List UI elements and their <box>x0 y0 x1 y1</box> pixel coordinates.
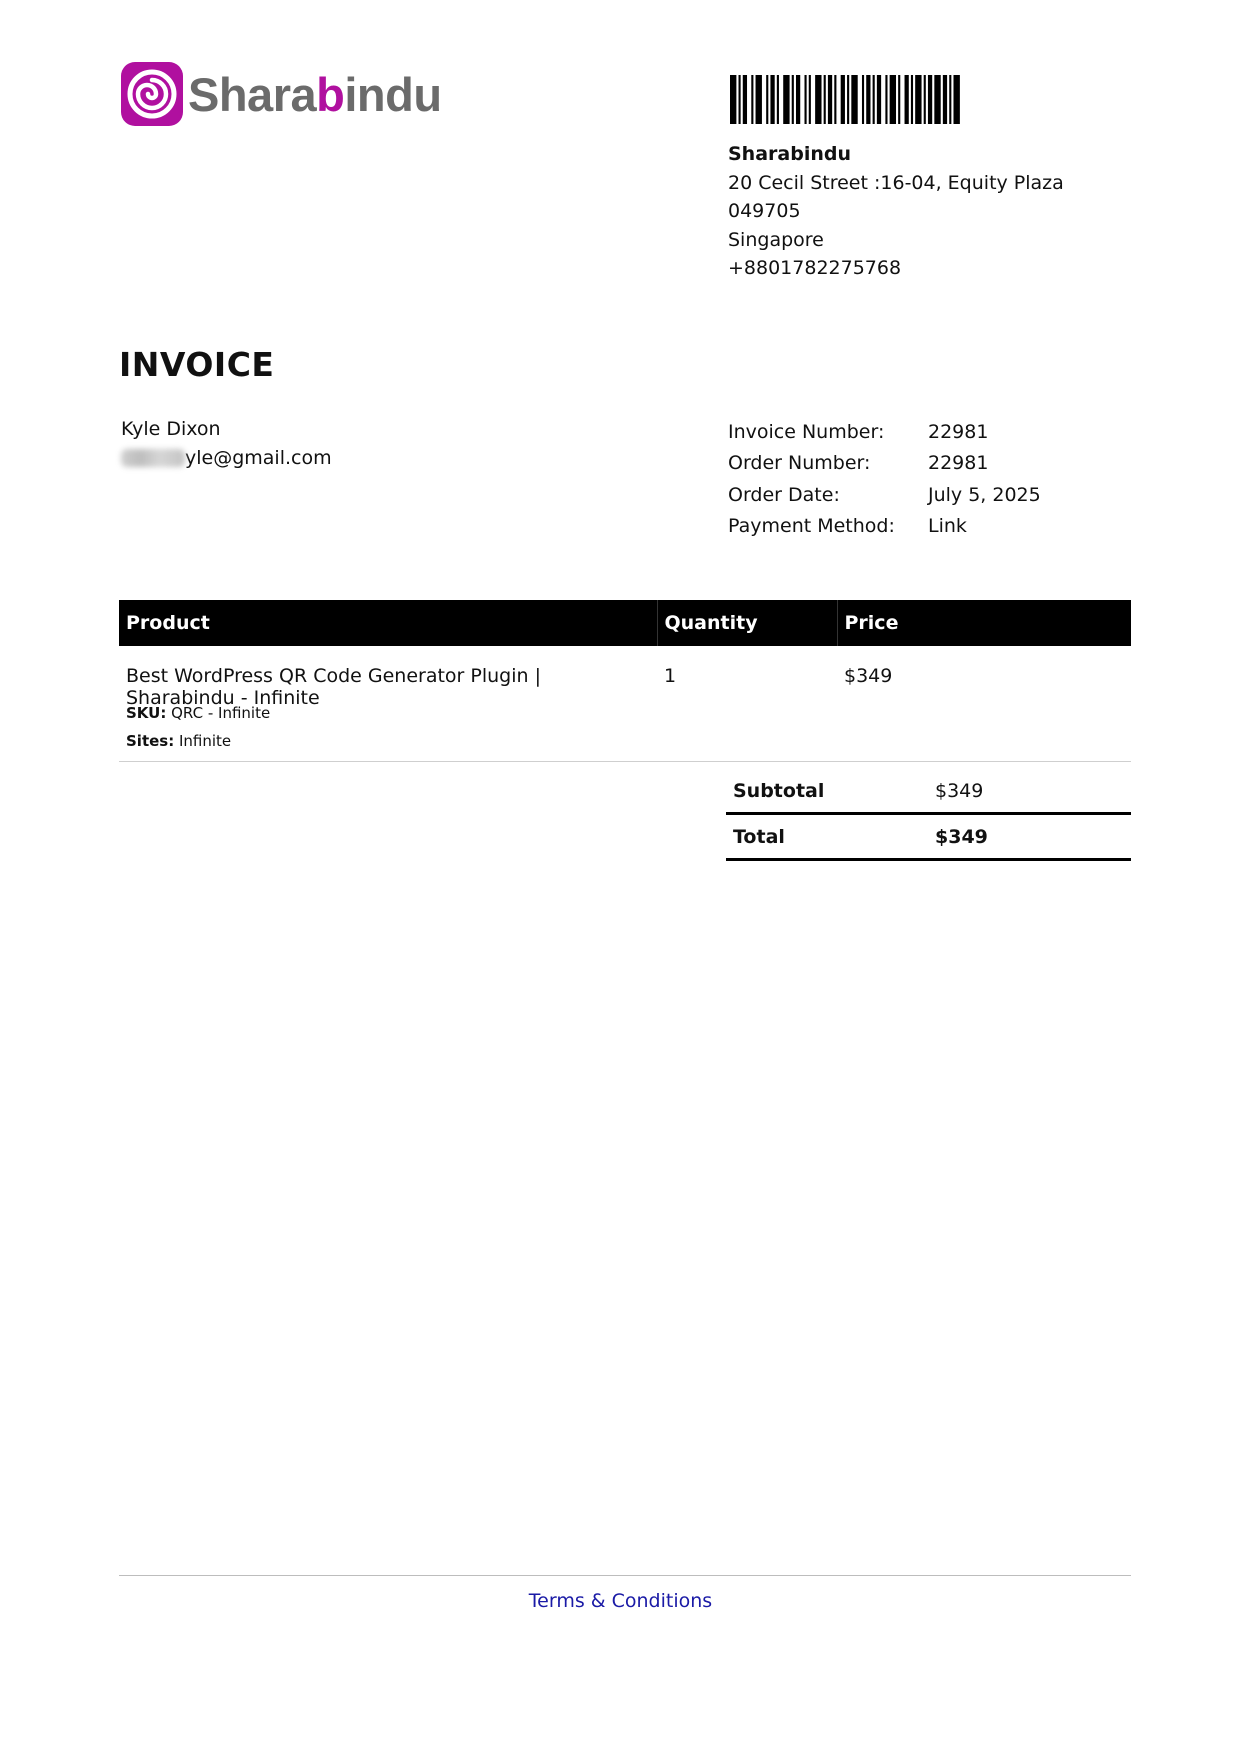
barcode-bar <box>915 75 921 124</box>
barcode-bar <box>792 75 794 124</box>
barcode-bar <box>862 75 864 124</box>
barcode-bar <box>911 75 913 124</box>
product-sites <box>126 727 650 755</box>
barcode-bar <box>885 75 887 124</box>
row-divider <box>119 755 1131 762</box>
billing-address <box>121 415 332 472</box>
barcode-bar <box>953 75 959 124</box>
footer-divider <box>119 1575 1131 1576</box>
product-price: $349 <box>844 665 893 687</box>
barcode-bar <box>866 75 870 124</box>
total-value: $349 <box>928 814 1131 860</box>
barcode-bar <box>841 75 845 124</box>
barcode-bar <box>824 75 826 124</box>
subtotal-label: Subtotal <box>726 769 928 814</box>
barcode-bar <box>770 75 774 124</box>
barcode-bar <box>783 75 789 124</box>
barcode-bar <box>804 75 806 124</box>
header-price: Price <box>837 600 1131 646</box>
spiral-logo-icon <box>120 60 184 128</box>
logo-wordmark: Sharabindu <box>188 67 442 121</box>
sites-label: Sites: <box>126 732 175 750</box>
customer-email-text: yle@gmail.com <box>185 446 332 469</box>
barcode-bar <box>934 75 940 124</box>
page-title: INVOICE <box>119 345 275 384</box>
barcode-bar <box>730 75 736 124</box>
barcode-bar <box>847 75 849 124</box>
totals-table <box>726 769 1131 861</box>
customer-email <box>121 444 332 473</box>
barcode-bar <box>777 75 779 124</box>
barcode-bar <box>796 75 800 124</box>
meta-value: July 5, 2025 <box>928 483 1041 506</box>
order-number-row <box>728 448 1041 480</box>
payment-method-row <box>728 511 1041 543</box>
order-date-row <box>728 479 1041 511</box>
barcode-bar <box>943 75 947 124</box>
meta-label: Order Number: <box>728 452 871 475</box>
barcode-bar <box>851 75 857 124</box>
company-address <box>728 140 1064 283</box>
barcode-bar <box>828 75 832 124</box>
barcode-bar <box>766 75 768 124</box>
barcode-bar <box>809 75 811 124</box>
header-quantity: Quantity <box>657 600 837 646</box>
terms-conditions-link[interactable]: Terms & Conditions <box>528 1590 713 1612</box>
barcode-bar <box>924 75 926 124</box>
sites-value: Infinite <box>179 732 232 750</box>
barcode-bar <box>877 75 881 124</box>
product-quantity: 1 <box>664 665 677 687</box>
product-cell <box>119 646 657 755</box>
company-phone: +8801782275768 <box>728 257 902 279</box>
barcode-bar <box>751 75 753 124</box>
barcode-bar <box>743 75 747 124</box>
meta-value: 22981 <box>928 452 989 475</box>
redacted-email-part <box>121 449 185 467</box>
table-header-row <box>119 600 1131 646</box>
invoice-details <box>728 416 1041 542</box>
meta-label: Order Date: <box>728 483 840 506</box>
sku-value: QRC - Infinite <box>171 704 271 722</box>
meta-label: Invoice Number: <box>728 420 885 443</box>
barcode-bar <box>898 75 900 124</box>
total-label: Total <box>726 814 928 860</box>
company-logo <box>120 58 442 130</box>
company-name: Sharabindu <box>728 143 851 165</box>
company-country: Singapore <box>728 228 824 251</box>
customer-name: Kyle Dixon <box>121 418 221 440</box>
subtotal-value: $349 <box>928 769 1131 814</box>
barcode-bar <box>949 75 951 124</box>
product-name: Best WordPress QR Code Generator Plugin | Sharabindu - Infinite <box>126 665 541 709</box>
barcode-bar <box>739 75 741 124</box>
table-row <box>119 646 1131 755</box>
price-cell <box>837 646 1131 755</box>
total-row <box>726 814 1131 860</box>
barcode-bar <box>756 75 762 124</box>
company-street: 20 Cecil Street :16-04, Equity Plaza <box>728 171 1064 194</box>
sku-label: SKU: <box>126 704 167 722</box>
meta-value: Link <box>928 515 967 538</box>
barcode <box>730 75 962 124</box>
meta-value: 22981 <box>928 420 989 443</box>
header-product: Product <box>119 600 657 646</box>
barcode-bar <box>905 75 909 124</box>
barcode-bar <box>928 75 932 124</box>
barcode-bar <box>834 75 836 124</box>
barcode-bar <box>890 75 896 124</box>
barcode-bar <box>873 75 875 124</box>
invoice-number-row <box>728 416 1041 448</box>
order-items-table <box>119 600 1131 762</box>
product-sku <box>126 699 650 727</box>
company-postal-code: 049705 <box>728 200 801 222</box>
quantity-cell <box>657 646 837 755</box>
subtotal-row <box>726 769 1131 814</box>
meta-label: Payment Method: <box>728 515 895 538</box>
barcode-bar <box>815 75 821 124</box>
